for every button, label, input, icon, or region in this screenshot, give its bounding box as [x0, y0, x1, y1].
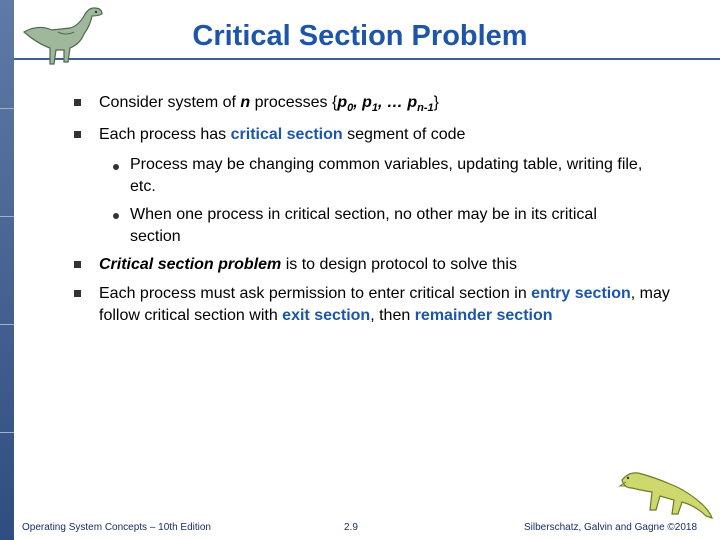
highlight-entry-section: entry section — [531, 285, 631, 302]
bullet-subscript: 0 — [347, 102, 354, 115]
slide-title: Critical Section Problem — [192, 20, 528, 52]
bullet-text: } — [433, 94, 439, 111]
bullet-text: Consider system of — [99, 94, 241, 111]
bullet-process-system — [99, 92, 689, 119]
subbullet-one-process: When one process in critical section, no other may be in its critical section — [130, 206, 597, 245]
footer-authors: Silberschatz, Galvin and Gagne ©2018 — [524, 522, 698, 533]
bullet-permission — [99, 283, 689, 327]
subbullet-changing-variables: Process may be changing common variables, updating table, writing file, etc. — [130, 156, 643, 195]
bullet-text: segment of code — [342, 126, 466, 143]
bullet-critical-section-problem — [99, 254, 689, 276]
bullet-square-icon — [74, 131, 81, 138]
bullet-square-icon — [74, 99, 81, 106]
emphasis-critical-section-problem: Critical section problem — [99, 256, 282, 273]
bullet-square-icon — [74, 261, 81, 268]
highlight-critical-section: critical section — [230, 126, 343, 143]
bullet-var-p: p — [337, 94, 348, 111]
bullet-text: processes { — [250, 94, 338, 111]
bullet-var-n: n — [240, 94, 251, 111]
bullet-dot-icon — [113, 164, 119, 170]
bullet-text: , then — [370, 307, 415, 324]
bullet-subscript: 1 — [371, 102, 379, 115]
bullet-text: , — [353, 94, 363, 111]
highlight-exit-section: exit section — [282, 307, 371, 324]
bullet-text: Each process has — [99, 126, 231, 143]
bullet-subscript: n-1 — [417, 102, 434, 115]
bullet-text: , may follow critical section with — [99, 285, 670, 324]
bullet-square-icon — [74, 290, 81, 297]
bullet-text: is to design protocol to solve this — [281, 256, 517, 273]
bullet-text: , … — [378, 94, 408, 111]
bullet-critical-section — [99, 124, 689, 146]
bullet-text: Each process must ask permission to enter critical section in — [99, 285, 532, 302]
bullet-var-p: p — [362, 94, 372, 111]
footer-page-number: 2.9 — [344, 522, 358, 533]
footer-book-title: Operating System Concepts – 10th Edition — [22, 522, 211, 533]
bullet-var-p: p — [407, 94, 418, 111]
bullet-dot-icon — [113, 213, 119, 219]
highlight-remainder-section: remainder section — [414, 307, 553, 324]
